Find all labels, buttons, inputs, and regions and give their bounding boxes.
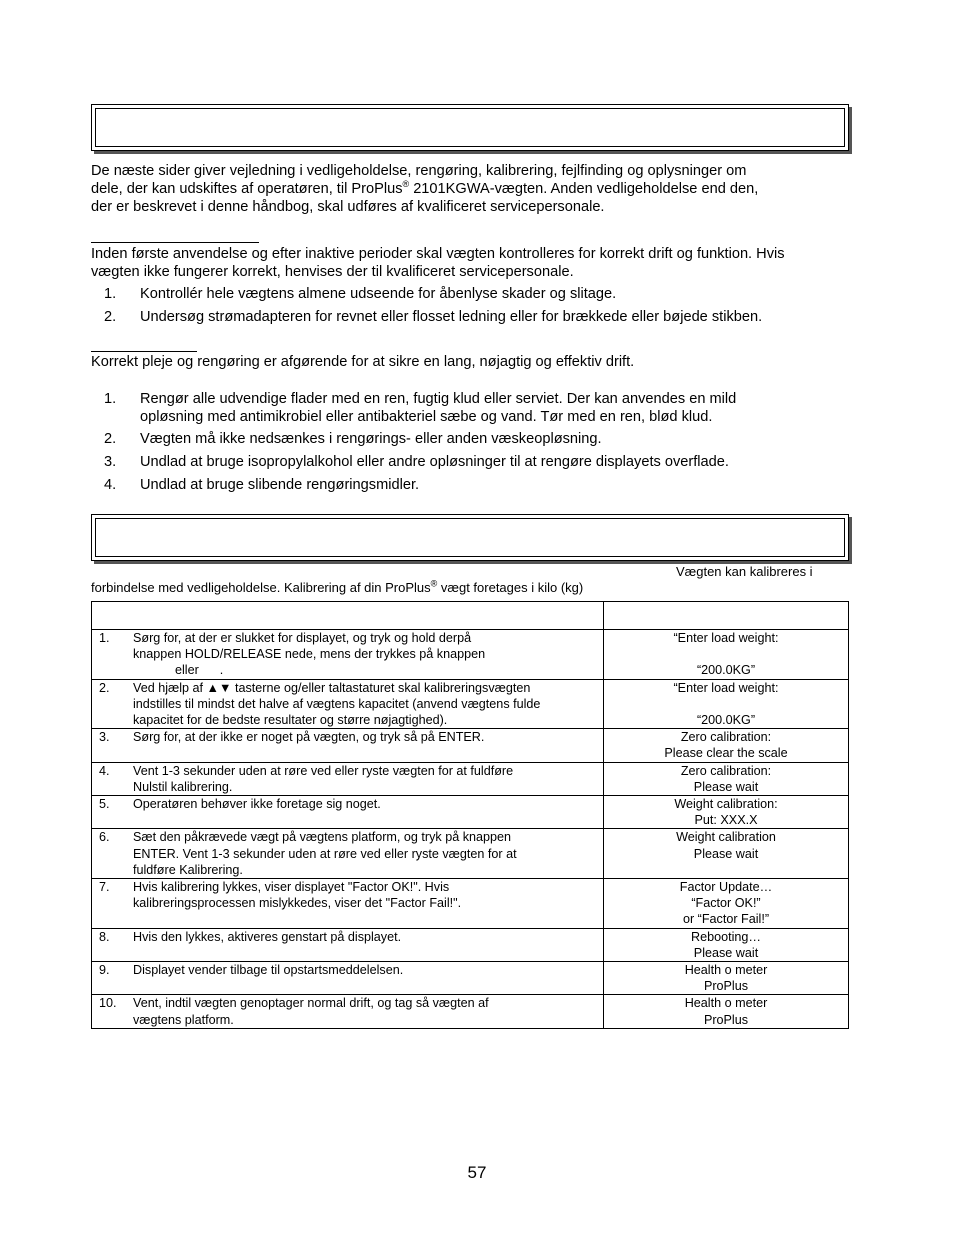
page-number: 57 <box>467 1163 487 1182</box>
table-header-row <box>92 602 849 630</box>
step-text-line: Sæt den påkrævede vægt på vægtens platform, og tryk på knappen <box>133 830 512 845</box>
display-message-line: Put: XXX.X <box>694 813 758 828</box>
intro-line: der er beskrevet i denne håndbog, skal udføres af kvalificeret servicepersonale. <box>91 199 605 215</box>
subheading-underline <box>91 351 197 352</box>
display-message-cell <box>604 630 849 680</box>
table-row <box>92 928 849 961</box>
step-cell <box>92 879 604 929</box>
table-row <box>92 762 849 795</box>
step-text-line: indstilles til mindst det halve af vægtens kapacitet (anvend vægtens fulde <box>133 696 541 711</box>
display-message-cell <box>604 829 849 879</box>
display-message-line: “Enter load weight: <box>673 631 779 645</box>
display-message-cell <box>604 879 849 929</box>
step-cell <box>92 630 604 680</box>
display-message-cell <box>604 729 849 762</box>
display-message-line: Factor Update… <box>679 880 773 895</box>
step-text-line: eller . <box>133 663 224 678</box>
step-text-line: Hvis den lykkes, aktiveres genstart på displayet. <box>133 929 402 944</box>
step-text-line: Sørg for, at der ikke er noget på vægten, og tryk så på ENTER. <box>133 730 485 745</box>
step-text-line: kapacitet for de bedste resultater og større nøjagtighed). <box>133 713 448 728</box>
display-message-line <box>604 646 848 662</box>
step-text-line: Nulstil kalibrering. <box>133 779 233 794</box>
display-message-line: Please wait <box>693 846 759 861</box>
step-cell <box>92 729 604 762</box>
step-number: 1. <box>99 631 110 645</box>
intro-line: dele, der kan udskiftes af operatøren, til ProPlus® 2101KGWA-vægten. Anden vedligeholdelse end den, <box>91 179 759 197</box>
step-text-line: fuldføre Kalibrering. <box>133 862 243 877</box>
inspection-paragraph: Inden første anvendelse og efter inaktive perioder skal vægten kontrolleres for korrekt drift og funktion. Hvis vægten ikke fungerer korrekt, henvises der til kvalificeret servicepersonale. <box>91 246 785 280</box>
display-message-line: Weight calibration <box>676 830 776 845</box>
table-row <box>92 879 849 929</box>
display-message-line: Please clear the scale <box>664 746 788 761</box>
table-row <box>92 679 849 729</box>
calibration-intro-right: Vægten kan kalibreres i <box>676 564 813 579</box>
calibration-table <box>91 601 849 1029</box>
intro-line: De næste sider giver vejledning i vedligeholdelse, rengøring, kalibrering, fejlfinding og oplysninger om <box>91 163 747 179</box>
step-number: 10. <box>99 996 117 1011</box>
display-message-line: Weight calibration: <box>674 797 778 812</box>
step-cell <box>92 928 604 961</box>
calibration-intro-line: forbindelse med vedligeholdelse. Kalibrering af din ProPlus® vægt foretages i kilo (kg) <box>91 578 584 595</box>
step-text-line: ENTER. Vent 1-3 sekunder uden at røre ved eller ryste vægten for at <box>133 846 517 861</box>
display-message-line: Rebooting… <box>690 929 761 944</box>
display-message-cell <box>604 962 849 995</box>
display-message-cell <box>604 762 849 795</box>
table-row <box>92 729 849 762</box>
display-message-line: ProPlus <box>703 1012 749 1027</box>
display-message-line: ProPlus <box>703 979 749 994</box>
display-message-line: Please wait <box>693 779 759 794</box>
step-number: 2. <box>99 680 110 695</box>
step-text-line: Vent 1-3 sekunder uden at røre ved eller ryste vægten for at fuldføre <box>133 763 514 778</box>
display-message-line: “Enter load weight: <box>673 680 779 695</box>
table-row <box>92 962 849 995</box>
display-message-line: Zero calibration: <box>680 763 772 778</box>
display-message-line: Zero calibration: <box>680 730 772 745</box>
display-message-line: “200.0KG” <box>696 663 756 678</box>
step-number: 5. <box>99 797 110 812</box>
table-row <box>92 829 849 879</box>
section-header-box <box>91 104 849 151</box>
display-message-cell <box>604 796 849 829</box>
display-message-line: or “Factor Fail!” <box>682 912 770 927</box>
step-text-line: Sørg for, at der er slukket for displayet, og tryk og hold derpå <box>133 631 472 645</box>
step-cell <box>92 679 604 729</box>
display-message-line <box>604 696 848 712</box>
display-message-line: Health o meter <box>684 996 768 1011</box>
step-text-line: Hvis kalibrering lykkes, viser displayet "Factor OK!". Hvis <box>133 880 450 895</box>
step-text-line: kalibreringsprocessen mislykkedes, viser det "Factor Fail!". <box>133 896 462 911</box>
table-row <box>92 796 849 829</box>
display-message-line: “Factor OK!” <box>691 896 761 911</box>
table-row <box>92 995 849 1028</box>
display-message-line: Health o meter <box>684 963 768 978</box>
step-text-line: knappen HOLD/RELEASE nede, mens der trykkes på knappen <box>133 647 486 662</box>
step-cell <box>92 829 604 879</box>
cleaning-intro: Korrekt pleje og rengøring er afgørende for at sikre en lang, nøjagtig og effektiv drift. <box>91 354 635 370</box>
display-message-cell <box>604 679 849 729</box>
table-row <box>92 630 849 680</box>
step-number: 8. <box>99 929 110 944</box>
subheading-underline <box>91 242 259 243</box>
step-number: 6. <box>99 830 110 845</box>
display-message-cell <box>604 995 849 1028</box>
display-message-cell <box>604 928 849 961</box>
display-message-line: “200.0KG” <box>696 712 756 727</box>
step-cell <box>92 995 604 1028</box>
header-cell-display <box>604 602 849 630</box>
step-cell <box>92 796 604 829</box>
intro-paragraph <box>91 162 758 216</box>
step-text-line: Ved hjælp af ▲▼ tasterne og/eller taltastaturet skal kalibreringsvægten <box>133 680 531 695</box>
step-text-line: vægtens platform. <box>133 1012 234 1027</box>
step-cell <box>92 962 604 995</box>
step-number: 7. <box>99 880 110 895</box>
step-number: 4. <box>99 763 110 778</box>
step-text-line: Operatøren behøver ikke foretage sig noget. <box>133 797 381 812</box>
step-number: 3. <box>99 730 110 745</box>
display-message-line: Please wait <box>693 945 759 960</box>
step-text-line: Displayet vender tilbage til opstartsmeddelelsen. <box>133 963 404 978</box>
section-header-box <box>91 514 849 561</box>
step-number: 9. <box>99 963 110 978</box>
step-cell <box>92 762 604 795</box>
step-text-line: Vent, indtil vægten genoptager normal drift, og tag så vægten af <box>133 996 489 1011</box>
header-cell-procedure <box>92 602 604 630</box>
